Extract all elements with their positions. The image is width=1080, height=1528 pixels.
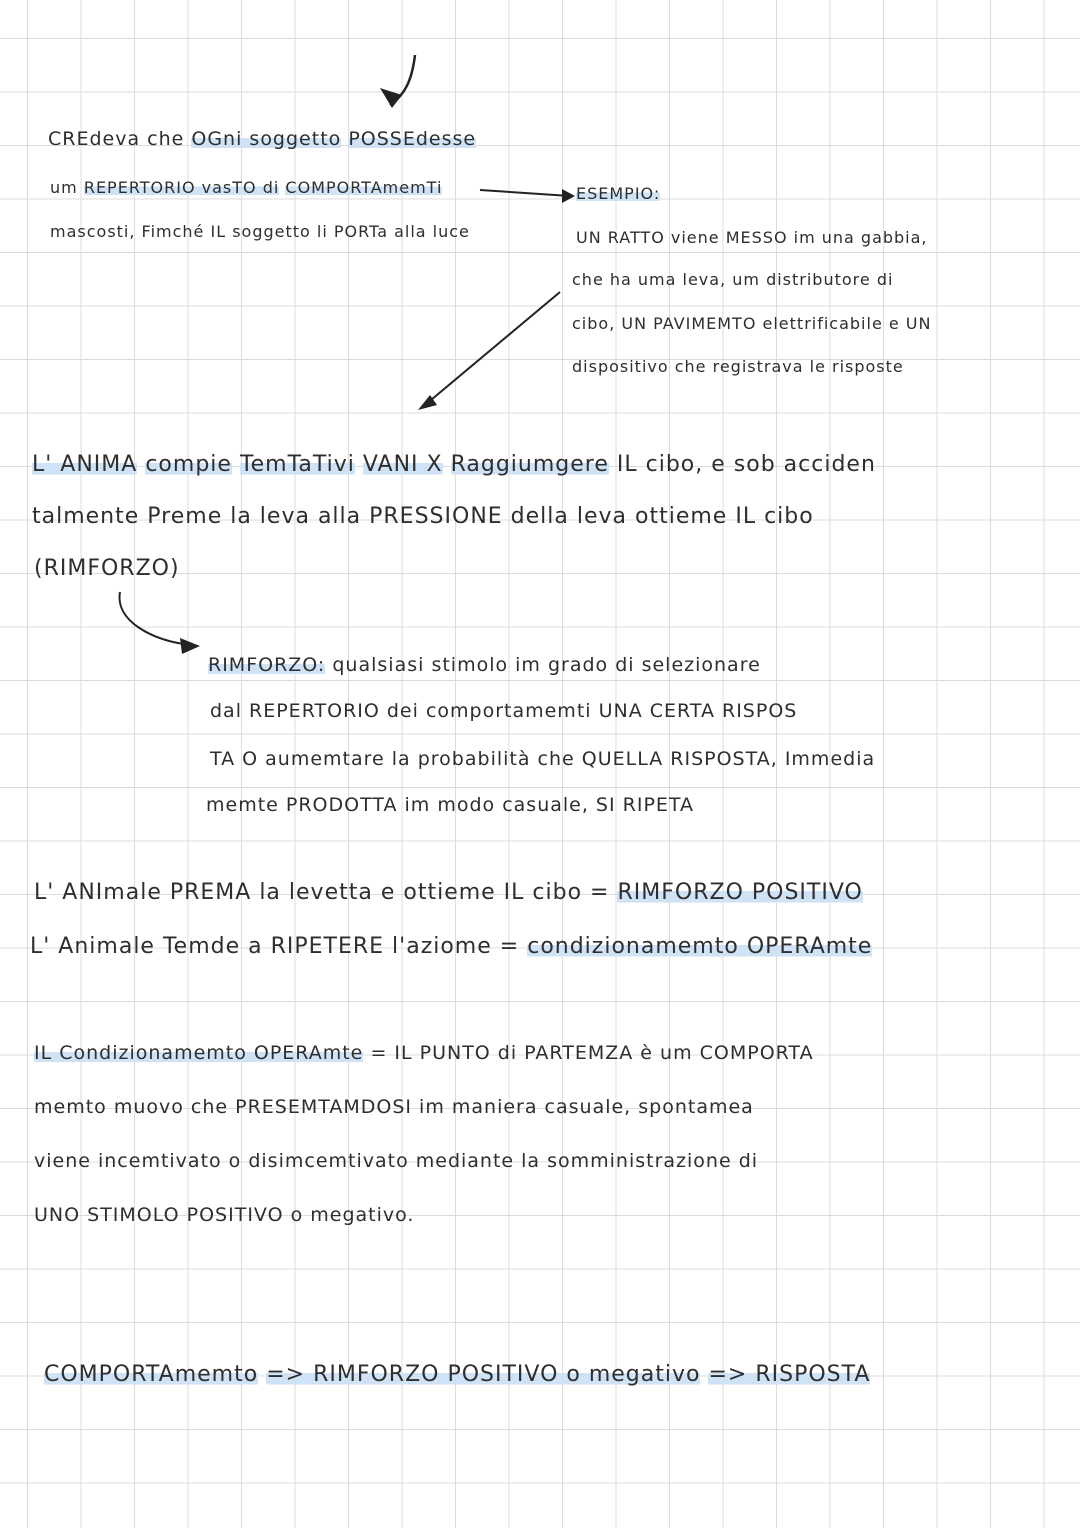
definition-line-2: dal REPERTORIO dei comportamemti UNA CERTA RISPOS <box>210 700 798 722</box>
example-line-1: UN RATTO viene MESSO im una gabbia, <box>576 228 928 247</box>
right-arrow-head-icon <box>562 189 575 203</box>
paragraph2-line2: memto muovo che PRESEMTAMDOSI im maniera casuale, spontamea <box>34 1096 754 1118</box>
curved-arrow-icon <box>120 592 190 645</box>
text-compie: compie <box>145 452 232 477</box>
paragraph2-text-1: = IL PUNTO di PARTEMZA è um COMPORTA <box>370 1042 814 1064</box>
definition-line-4: memte PRODOTTA im modo casuale, SI RIPETA <box>206 794 695 816</box>
text-ogni-soggetto: OGni soggetto <box>191 128 342 150</box>
definition-label: RIMFORZO: <box>208 654 326 676</box>
block1-line3: mascosti, Fimché IL soggetto li PORTa alla luce <box>50 222 470 241</box>
block1-line1 <box>48 128 476 150</box>
formula-comportamento: COMPORTAmemto <box>44 1362 259 1387</box>
paragraph2-line3: viene incemtivato o disimcemtivato mediante la somministrazione di <box>34 1150 759 1172</box>
text-repertorio: REPERTORIO vasTO di <box>83 178 280 197</box>
block1-line2 <box>50 178 442 197</box>
definition-line-3: TA O aumemtare la probabilità che QUELLA RISPOSTA, Immedia <box>210 748 876 770</box>
paragraph1-line2: talmente Preme la leva alla PRESSIONE della leva ottieme IL cibo <box>32 504 814 529</box>
definition-line-1 <box>208 654 761 676</box>
text-vani-x: VANI X <box>362 452 443 477</box>
paragraph2-line4: UNO STIMOLO POSITIVO o megativo. <box>34 1204 415 1226</box>
text-credeva: CREdeva che <box>48 128 185 150</box>
paragraph1-line1 <box>32 452 876 477</box>
text-possedesse: POSSEdesse <box>348 128 477 150</box>
curved-arrow-head-icon <box>180 638 200 654</box>
definition-text-1: qualsiasi stimolo im grado di selezionare <box>332 654 761 676</box>
formula-line <box>44 1362 870 1387</box>
text-raggiungere: Raggiumgere <box>450 452 609 477</box>
diagonal-arrow-icon <box>425 292 560 405</box>
text-tentativi: TemTaTivi <box>239 452 355 477</box>
summary-line-2 <box>30 934 872 959</box>
summary-text-2: L' Animale Temde a RIPETERE l'aziome = <box>30 934 520 959</box>
text-comportamenti: COMPORTAmemTi <box>285 178 443 197</box>
formula-rinforzo: => RIMFORZO POSITIVO o megativo <box>266 1362 701 1387</box>
paragraph2-line1 <box>34 1042 814 1064</box>
formula-risposta: => RISPOSTA <box>708 1362 871 1387</box>
paragraph1-line3: (RIMFORZO) <box>34 556 180 581</box>
summary-line-1 <box>34 880 863 905</box>
summary-text-1: L' ANImale PREMA la levetta e ottieme IL cibo = <box>34 880 610 905</box>
example-line-3: cibo, UN PAVIMEMTO elettrificabile e UN <box>572 314 932 333</box>
term-rinforzo-positivo: RIMFORZO POSITIVO <box>617 880 863 905</box>
right-arrow-icon <box>480 190 570 196</box>
text-um: um <box>50 178 78 197</box>
text-il-cibo: IL cibo, e sob acciden <box>616 452 876 477</box>
term-condizionamento-operante: condizionamemto OPERAmte <box>527 934 873 959</box>
text-l-anima: L' ANIMA <box>32 452 138 477</box>
top-arrow-head-icon <box>380 88 402 108</box>
term-condizionamento-operante-2: IL Condizionamemto OPERAmte <box>34 1042 364 1064</box>
example-title: ESEMPIO: <box>576 184 661 203</box>
example-line-4: dispositivo che registrava le risposte <box>572 357 904 376</box>
example-line-2: che ha uma leva, um distributore di <box>572 270 894 289</box>
